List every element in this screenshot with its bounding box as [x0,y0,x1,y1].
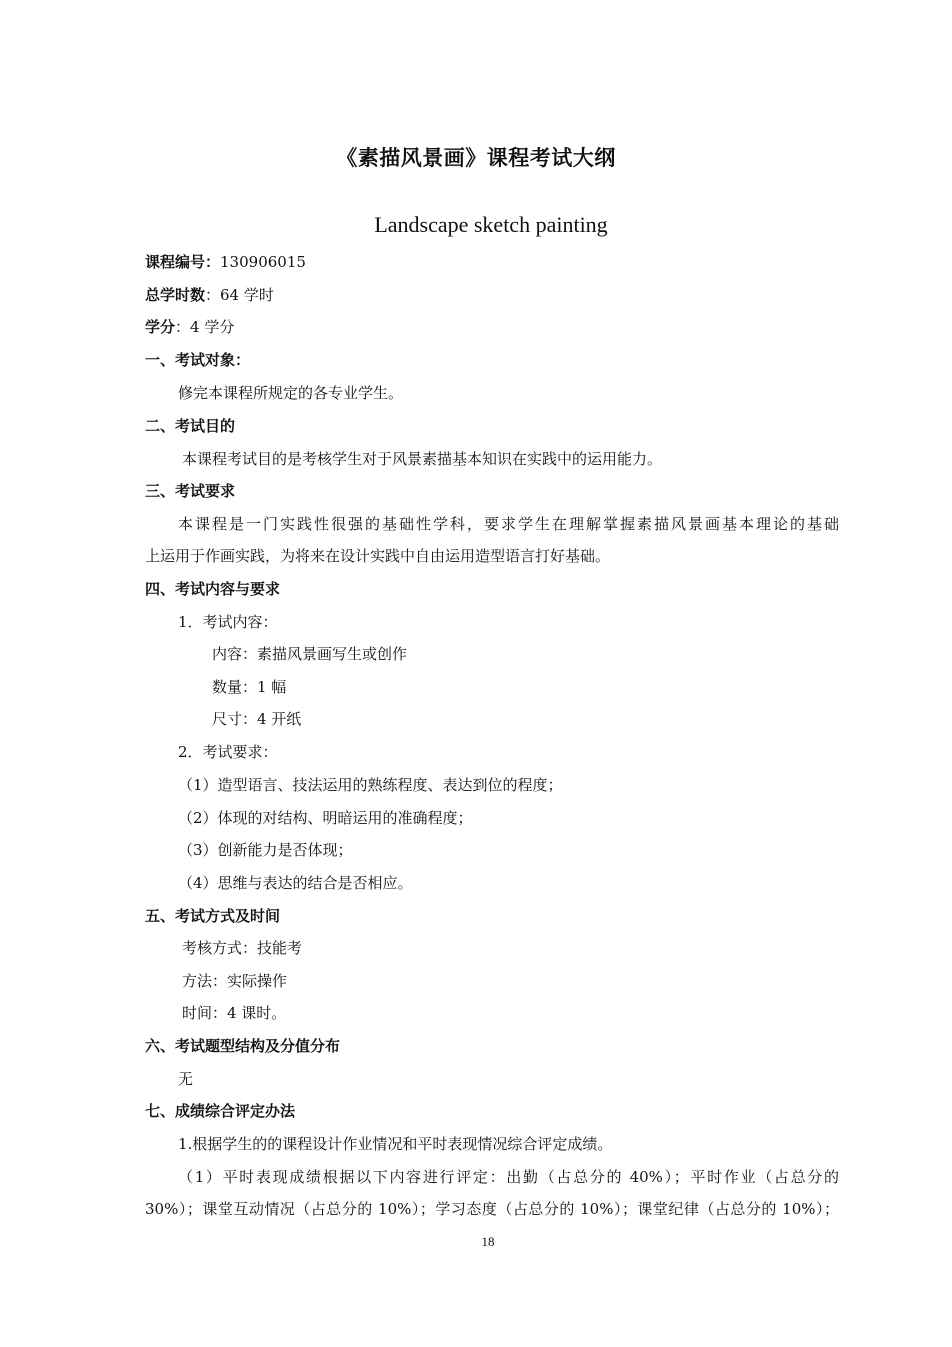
document-title: 《素描风景画》课程考试大纲 [336,146,616,170]
assessment-method: 考核方式：技能考 [182,939,303,957]
course-code-label: 课程编号： [145,253,221,271]
requirement-item-2: （2）体现的对结构、明暗运用的准确程度； [178,809,473,827]
section-6-heading: 六、考试题型结构及分值分布 [145,1037,341,1055]
section-2-text: 本课程考试目的是考核学生对于风景素描基本知识在实践中的运用能力。 [182,450,663,468]
section-3-heading: 三、考试要求 [145,482,236,500]
document-subtitle: Landscape sketch painting [374,212,608,237]
requirement-item-1: （1）造型语言、技法运用的熟练程度、表达到位的程度； [178,776,563,794]
exam-quantity-item: 数量：1 幅 [212,678,287,696]
page-number: 18 [481,1234,495,1249]
course-code-value: 130906015 [220,253,306,271]
total-hours-label: 总学时数 [145,286,206,304]
exam-content-item: 内容：素描风景画写生或创作 [212,645,408,663]
credits-label: 学分 [145,318,176,336]
exam-requirements-subheading: 2．考试要求： [178,743,278,761]
grading-item-2-line-2: 30%）；课堂互动情况（占总分的 10%）；学习态度（占总分的 10%）；课堂纪律（占总分的 10%）； [145,1200,839,1218]
exam-content-subheading: 1．考试内容： [178,613,278,631]
credits-value: ：4 学分 [175,318,235,336]
assessment-time: 时间：4 课时。 [182,1004,287,1022]
section-6-text: 无 [178,1070,194,1088]
section-3-paragraph-line-2: 上运用于作画实践，为将来在设计实践中自由运用造型语言打好基础。 [145,547,611,565]
section-7-heading: 七、成绩综合评定办法 [145,1102,296,1120]
course-code-row [145,252,306,272]
section-1-heading: 一、考试对象： [145,351,251,369]
total-hours-value: ：64 学时 [205,286,274,304]
section-2-heading: 二、考试目的 [145,417,236,435]
section-3-paragraph-line-1: 本课程是一门实践性很强的基础性学科，要求学生在理解掌握素描风景画基本理论的基础 [178,515,839,533]
section-5-heading: 五、考试方式及时间 [145,907,281,925]
exam-size-item: 尺寸：4 开纸 [212,710,302,728]
requirement-item-4: （4）思维与表达的结合是否相应。 [178,874,413,892]
requirement-item-3: （3）创新能力是否体现； [178,841,353,859]
assessment-approach: 方法：实际操作 [182,972,288,990]
section-1-text: 修完本课程所规定的各专业学生。 [178,384,404,402]
total-hours-row [145,285,274,305]
grading-item-1: 1.根据学生的的课程设计作业情况和平时表现情况综合评定成绩。 [178,1135,613,1153]
section-4-heading: 四、考试内容与要求 [145,580,281,598]
credits-row [145,317,234,337]
grading-item-2-line-1: （1）平时表现成绩根据以下内容进行评定：出勤（占总分的 40%）；平时作业（占总分的 [178,1168,839,1186]
